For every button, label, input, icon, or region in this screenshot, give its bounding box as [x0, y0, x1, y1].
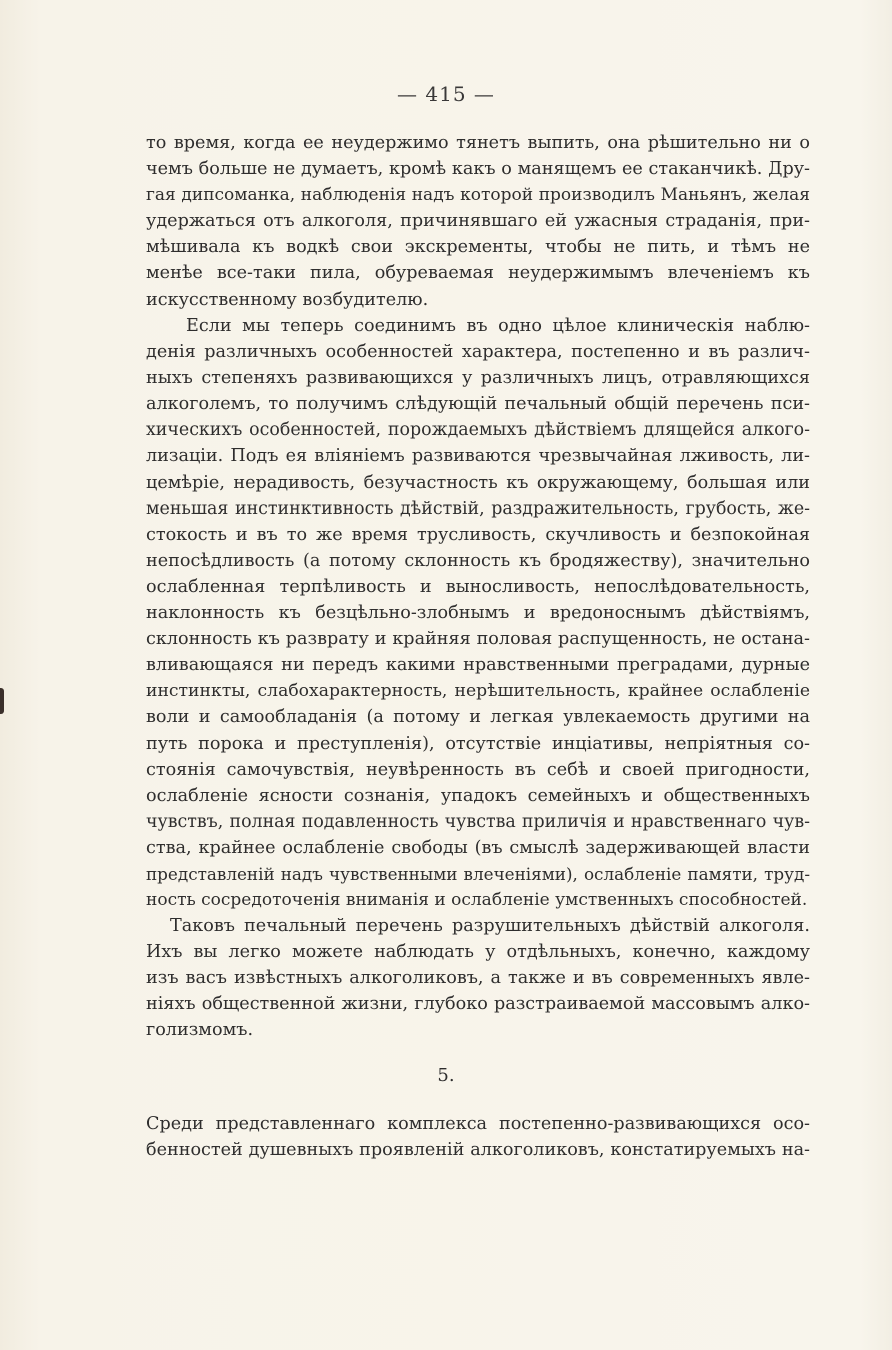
text-line: вливающаяся ни передъ какими нравственными преградами, дурные — [146, 655, 810, 676]
text-line: стоянія самочувствія, неувѣренность въ себѣ и своей пригодности, — [146, 759, 810, 780]
page-number: — 415 — — [397, 82, 495, 106]
text-line: удержаться отъ алкоголя, причинявшаго ей ужасныя страданія, при- — [146, 211, 810, 232]
text-line: бенностей душевныхъ проявленій алкоголиковъ, констатируемыхъ на- — [146, 1140, 810, 1161]
text-line: денія различныхъ особенностей характера, постепенно и въ различ- — [146, 342, 810, 363]
text-line: склонность къ разврату и крайняя половая распущенность, не остана- — [146, 629, 810, 650]
text-line: инстинкты, слабохарактерность, нерѣшительность, крайнее ослабленіе — [146, 681, 810, 702]
text-line: ослабленіе ясности сознанія, упадокъ семейныхъ и общественныхъ — [146, 785, 810, 806]
text-line: ныхъ степеняхъ развивающихся у различныхъ лицъ, отравляющихся — [146, 368, 810, 389]
text-line: Таковъ печальный перечень разрушительныхъ дѣйствій алкоголя. — [170, 916, 810, 936]
text-line: менѣе все-таки пила, обуреваемая неудержимымъ влеченіемъ къ — [146, 263, 810, 284]
text-line: мѣшивала къ водкѣ свои экскременты, чтобы не пить, и тѣмъ не — [146, 237, 810, 258]
text-line: гая дипсоманка, наблюденія надъ которой производилъ Маньянъ, желая — [146, 185, 810, 206]
text-line: искусственному возбудителю. — [146, 289, 429, 310]
text-line: воли и самообладанія (а потому и легкая увлекаемость другими на — [146, 707, 810, 728]
text-line: то время, когда ее неудержимо тянетъ выпить, она рѣшительно ни о — [146, 133, 810, 153]
text-line: Если мы теперь соединимъ въ одно цѣлое клиническія наблю- — [186, 316, 810, 336]
text-line: стокость и въ то же время трусливость, скучливость и безпокойная — [146, 524, 810, 545]
section-5-paragraph — [146, 1111, 810, 1163]
text-line: хическихъ особенностей, порождаемыхъ дѣйствіемъ длящейся алкого- — [146, 420, 810, 441]
paragraph-2 — [146, 313, 810, 913]
text-line: Ихъ вы легко можете наблюдать у отдѣльныхъ, конечно, каждому — [146, 942, 810, 963]
section-number: 5. — [437, 1065, 455, 1086]
text-line: представленій надъ чувственными влеченіями), ослабленіе памяти, труд- — [146, 863, 810, 884]
text-line: ніяхъ общественной жизни, глубоко разстраиваемой массовымъ алко- — [146, 994, 810, 1015]
paragraph-3 — [146, 913, 810, 1043]
text-line: меньшая инстинктивность дѣйствій, раздражительность, грубость, же- — [146, 498, 810, 519]
text-line: Среди представленнаго комплекса постепенно-развивающихся осо- — [146, 1114, 810, 1134]
text-line: ность сосредоточенія вниманія и ослабленіе умственныхъ способностей. — [146, 890, 808, 911]
text-line: непосѣдливость (а потому склонность къ бродяжеству), значительно — [146, 550, 810, 571]
text-line: ослабленная терпѣливость и выносливость, непослѣдовательность, — [146, 576, 810, 597]
text-line: цемѣріе, нерадивость, безучастность къ окружающему, большая или — [146, 472, 810, 493]
text-line: путь порока и преступленія), отсутствіе инціативы, непріятныя со- — [146, 733, 810, 754]
text-line: наклонность къ безцѣльно-злобнымъ и вредоноснымъ дѣйствіямъ, — [146, 603, 810, 624]
text-line: изъ васъ извѣстныхъ алкоголиковъ, а также и въ современныхъ явле- — [146, 968, 810, 989]
text-line: ства, крайнее ослабленіе свободы (въ смыслѣ задерживающей власти — [146, 837, 810, 858]
paragraph-1 — [146, 130, 810, 313]
text-line: лизаціи. Подъ ея вліяніемъ развиваются чрезвычайная лживость, ли- — [146, 446, 810, 467]
text-line: алкоголемъ, то получимъ слѣдующій печальный общій перечень пси- — [146, 394, 810, 415]
text-line: чувствъ, полная подавленность чувства приличія и нравственнаго чув- — [146, 811, 810, 832]
text-line: чемъ больше не думаетъ, кромѣ какъ о манящемъ ее стаканчикѣ. Дру- — [146, 159, 810, 180]
page-edge-mark — [0, 688, 4, 714]
text-line: голизмомъ. — [146, 1020, 254, 1041]
